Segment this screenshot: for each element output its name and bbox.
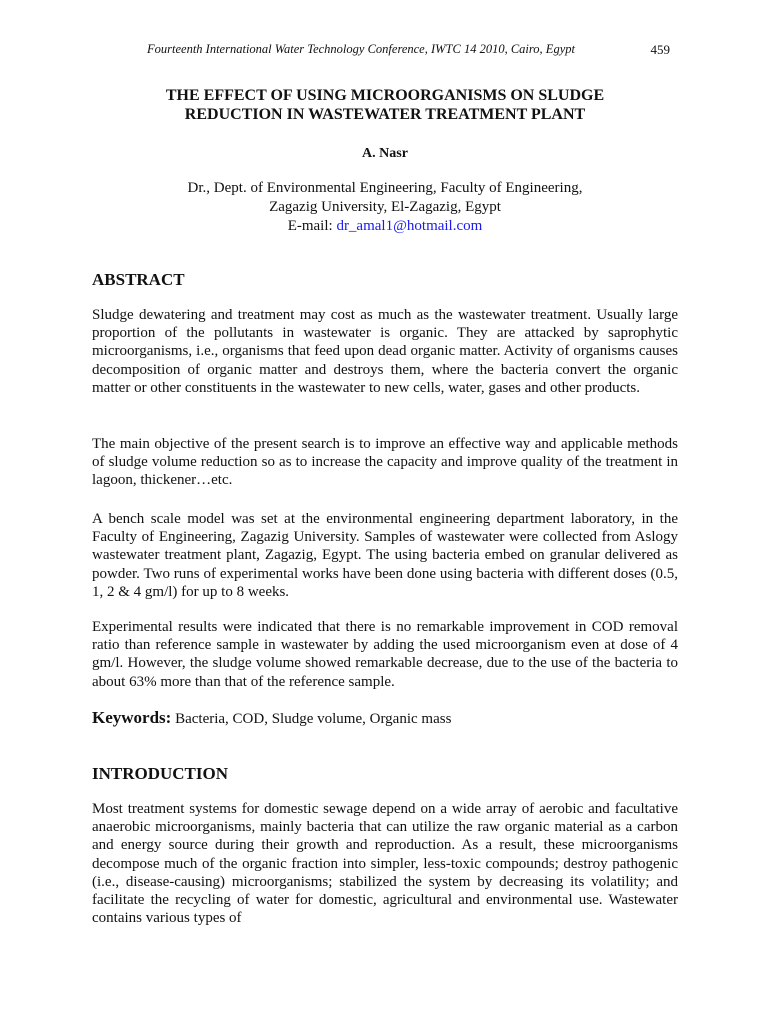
paper-title bbox=[92, 86, 678, 124]
email-label: E-mail: bbox=[287, 218, 337, 234]
author-name: A. Nasr bbox=[362, 146, 408, 161]
abstract-paragraph-3: A bench scale model was set at the environmental engineering department laboratory, in the Faculty of Engineering, Zagazig University. Samples of wastewater were collected from Aslogy wastewater treatment plant, Zagazig, Egypt. The using bacteria embed on granular delivered as powder. Two runs of experimental works have been done using bacteria with different doses (0.5, 1, 2 & 4 gm/l) for up to 8 weeks. bbox=[92, 511, 678, 600]
abstract-paragraph-1: Sludge dewatering and treatment may cost as much as the wastewater treatment. Usually large proportion of the pollutants in wastewater is organic. They are attacked by saprophytic microorganisms, i.e., organisms that feed upon dead organic matter. Activity of organisms causes decomposition of organic matter and destroys them, where the bacteria convert the organic matter or other constituents in the wastewater to new cells, water, gases and other products. bbox=[92, 307, 678, 396]
page-number: 459 bbox=[650, 42, 670, 57]
introduction-paragraph-1: Most treatment systems for domestic sewage depend on a wide array of aerobic and facultative anaerobic microorganisms, mainly bacteria that can utilize the raw organic material as a carbon and energy source during their growth and reproduction. As a result, these microorganisms decompose much of the organic fraction into simpler, less-toxic compounds; destroy pathogenic (i.e., disease-causing) microorganisms; stabilized the system by decreasing its volatility; and facilitate the recycling of water for domestic, agricultural and environmental use. Wastewater contains various types of bbox=[92, 801, 678, 927]
title-line-1: THE EFFECT OF USING MICROORGANISMS ON SLUDGE bbox=[165, 87, 605, 104]
abstract-heading: ABSTRACT bbox=[92, 270, 185, 289]
keywords-line bbox=[92, 709, 678, 728]
affiliation-line-2: Zagazig University, El-Zagazig, Egypt bbox=[269, 199, 501, 215]
keywords-label: Keywords: bbox=[92, 708, 172, 727]
abstract-paragraph-4: Experimental results were indicated that there is no remarkable improvement in COD removal ratio than reference sample in wastewater by adding the used microorganism even at dose of 4 gm/l. However, the sludge volume showed remarkable decrease, due to the use of the bacteria to about 63% more than that of the reference sample. bbox=[92, 619, 678, 690]
affiliation-line-1: Dr., Dept. of Environmental Engineering, Faculty of Engineering, bbox=[187, 180, 583, 196]
conference-name: Fourteenth International Water Technology Conference, IWTC 14 2010, Cairo, Egypt bbox=[147, 42, 575, 56]
abstract-paragraph-2: The main objective of the present search is to improve an effective way and applicable methods of sludge volume reduction so as to increase the capacity and improve quality of the treatment in lagoon, thickener…etc. bbox=[92, 436, 678, 489]
keywords-text: Bacteria, COD, Sludge volume, Organic mass bbox=[171, 711, 452, 727]
email-link[interactable]: dr_amal1@hotmail.com bbox=[336, 218, 483, 234]
introduction-heading: INTRODUCTION bbox=[92, 764, 229, 783]
affiliation bbox=[92, 179, 678, 236]
email-line bbox=[92, 217, 678, 236]
title-line-2: REDUCTION IN WASTEWATER TREATMENT PLANT bbox=[184, 106, 586, 123]
